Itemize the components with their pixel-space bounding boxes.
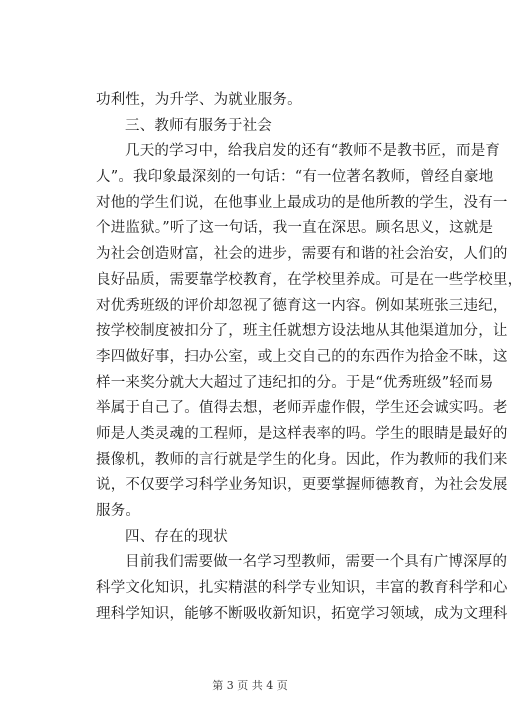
paragraph-line: 几天的学习中，给我启发的还有“教师不是教书匠，而是育 (125, 143, 501, 160)
paragraph-line: 人”。我印象最深刻的一句话：“有一位著名教师，曾经自豪地 (96, 169, 494, 186)
paragraph-line: 对优秀班级的评价却忽视了德育这一内容。例如某班张三违纪， (96, 297, 508, 314)
paragraph-line: 举属于自己了。值得去想，老师弄虚作假，学生还会诚实吗。老 (96, 400, 508, 417)
section-heading: 三、教师有服务于社会 (125, 117, 272, 134)
paragraph-line: 服务。 (96, 503, 141, 519)
document-body (96, 88, 522, 627)
section-heading: 四、存在的现状 (125, 528, 228, 545)
paragraph-line: 对他的学生们说，在他事业上最成功的是他所教的学生，没有一 (96, 194, 508, 211)
page-footer: 第 3 页 共 4 页 (212, 679, 288, 692)
paragraph-line: 样一来奖分就大大超过了违纪扣的分。于是“优秀班级”轻而易 (96, 374, 494, 391)
paragraph-line: 摄像机，教师的言行就是学生的化身。因此，作为教师的我们来 (96, 451, 508, 468)
paragraph-line: 说，不仅要学习科学业务知识，更要掌握师德教育，为社会发展 (96, 477, 508, 494)
paragraph-line: 师是人类灵魂的工程师，是这样表率的吗。学生的眼睛是最好的 (96, 425, 508, 442)
paragraph-line: 良好品质，需要靠学校教育，在学校里养成。可是在一些学校里， (96, 271, 522, 288)
paragraph-line: 科学文化知识，扎实精湛的科学专业知识，丰富的教育科学和心 (96, 580, 508, 597)
paragraph-line: 功利性，为升学、为就业服务。 (96, 92, 302, 108)
paragraph-line: 目前我们需要做一名学习型教师，需要一个具有广博深厚的 (125, 554, 508, 571)
paragraph-line: 为社会创造财富，社会的进步，需要有和谐的社会治安，人们的 (96, 246, 508, 263)
paragraph-line: 按学校制度被扣分了，班主任就想方设法地从其他渠道加分，让 (96, 323, 508, 340)
paragraph-line: 理科学知识，能够不断吸收新知识，拓宽学习领域，成为文理科 (96, 605, 508, 622)
paragraph-line: 个进监狱。”听了这一句话，我一直在深思。顾名思义，这就是 (96, 220, 494, 237)
paragraph-line: 李四做好事，扫办公室，或上交自己的的东西作为拾金不昧，这 (96, 348, 508, 365)
